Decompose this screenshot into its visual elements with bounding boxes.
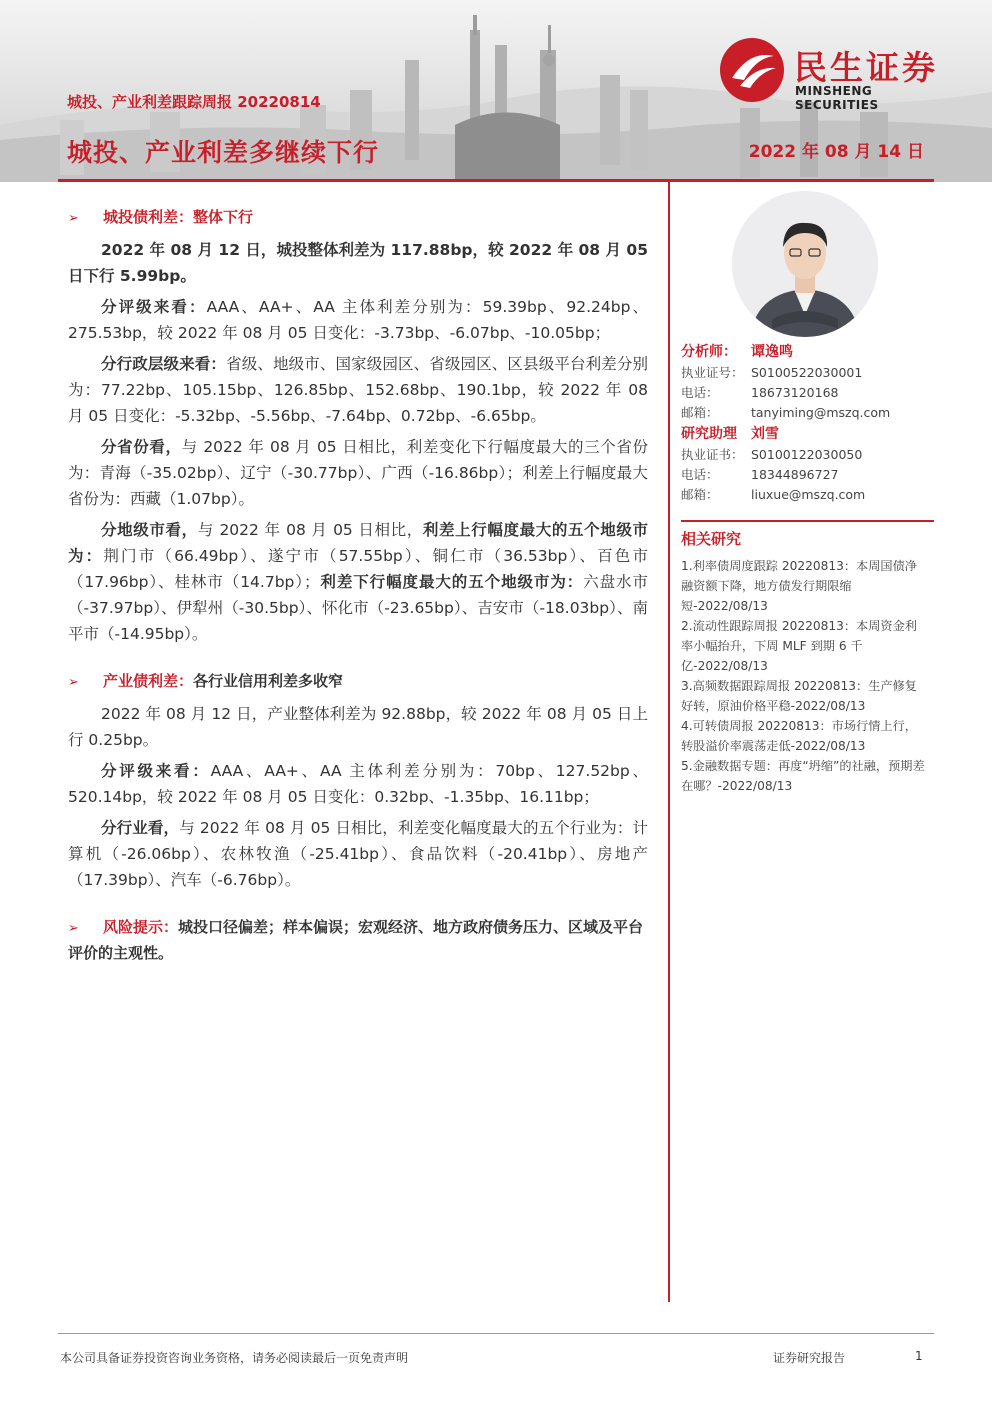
page-number: 1 [915,1349,923,1363]
analyst-row: 分析师： 谭逸鸣 [681,344,793,360]
minsheng-logo-icon [720,38,784,102]
analyst-info [681,341,934,505]
minsheng-logo [720,38,960,112]
related-item[interactable]: 2.流动性跟踪周报 20220813：本周资金利率小幅抬升，下周 MLF 到期 6 千亿-2022/08/13 [681,619,917,673]
section-chengtou [68,205,648,647]
section-industry [68,669,648,893]
main-content [68,205,648,987]
assistant-row: 研究助理 刘雪 [681,426,779,442]
assistant-email: 邮箱： liuxue@mszq.com [681,485,934,505]
paragraph: 2022 年 08 月 12 日，产业整体利差为 92.88bp，较 2022 年 08 月 05 日上行 0.25bp。 [68,705,648,749]
footer-doc-type: 证券研究报告 [773,1351,846,1365]
analyst-photo [732,191,878,337]
header-rule [58,179,934,182]
paragraph: 分行业看，与 2022 年 08 月 05 日相比，利差变化幅度最大的五个行业为：计算机（-26.06bp）、农林牧渔（-25.41bp）、食品饮料（-20.41bp）、房地产（17.39bp）、汽车（-6.76bp）。 [68,819,648,889]
related-item[interactable]: 5.金融数据专题：再度“坍缩”的社融，预期差在哪？-2022/08/13 [681,759,925,793]
report-title: 城投、产业利差多继续下行 [67,138,380,167]
related-item[interactable]: 4.可转债周报 20220813：市场行情上行，转股溢价率震荡走低-2022/08/13 [681,719,917,753]
report-date: 2022 年 08 月 14 日 [748,142,924,162]
paragraph: 分省份看，与 2022 年 08 月 05 日相比，利差变化下行幅度最大的三个省份为：青海（-35.02bp）、辽宁（-30.77bp）、广西（-16.86bp）；利差上行幅度最大省份为：西藏（1.07bp）。 [68,438,648,508]
paragraph: 分评级来看：AAA、AA+、AA 主体利差分别为：59.39bp、92.24bp、275.53bp，较 2022 年 08 月 05 日变化：-3.73bp、-6.07bp、-10.05bp； [68,298,648,342]
assistant-cert: 执业证书： S0100122030050 [681,447,863,462]
arrow-bullet-icon: ➢ [68,675,79,690]
paragraph: 分行政层级来看：省级、地级市、国家级园区、省级园区、区县级平台利差分别为：77.22bp、105.15bp、126.85bp、152.68bp、190.1bp，较 2022 年 08 月 05 日变化：-5.32bp、-5.56bp、-7.64bp、0.72bp、-6.65bp。 [68,355,648,425]
column-divider [668,182,670,1302]
analyst-email-link[interactable]: tanyiming@mszq.com [751,405,891,420]
related-rule [681,520,934,522]
logo-text-cn: 民生证券 [794,48,938,87]
footer-disclaimer: 本公司具备证券投资咨询业务资格，请务必阅读最后一页免责声明 [60,1351,409,1365]
arrow-bullet-icon: ➢ [68,921,79,936]
analyst-tel: 电话： 18673120168 [681,385,839,400]
logo-text-en: MINSHENG SECURITIES [795,84,879,112]
section-heading: ➢ 城投债利差： 整体下行 [68,205,648,231]
arrow-bullet-icon: ➢ [68,211,79,226]
assistant-email-link[interactable]: liuxue@mszq.com [751,487,866,502]
related-item[interactable]: 1.利率债周度跟踪 20220813：本周国债净融资额下降，地方债发行期限缩短-2022/08/13 [681,559,917,613]
section-heading: ➢ 产业债利差： 各行业信用利差多收窄 [68,669,648,695]
paragraph: 2022 年 08 月 12 日，城投整体利差为 117.88bp，较 2022 年 08 月 05 日下行 5.99bp。 [68,241,648,285]
related-research-title: 相关研究 [681,530,742,548]
related-item[interactable]: 3.高频数据跟踪周报 20220813：生产修复好转，原油价格平稳-2022/08/13 [681,679,917,713]
header-banner [0,0,992,182]
related-research-list [681,556,929,796]
assistant-tel: 电话： 18344896727 [681,467,839,482]
risk-warning: ➢ 风险提示：城投口径偏差；样本偏误；宏观经济、地方政府债务压力、区域及平台评价的主观性。 [68,918,644,962]
paragraph: 分地级市看，与 2022 年 08 月 05 日相比，利差上行幅度最大的五个地级市为：荆门市（66.49bp）、遂宁市（57.55bp）、铜仁市（36.53bp）、百色市（17.96bp）、桂林市（14.7bp）；利差下行幅度最大的五个地级市为：六盘水市（-37.97bp）、伊犁州（-30.5bp）、怀化市（-23.65bp）、吉安市（-18.03bp）、南平市（-14.95bp）。 [68,521,648,643]
paragraph: 分评级来看：AAA、AA+、AA 主体利差分别为：70bp、127.52bp、520.14bp，较 2022 年 08 月 05 日变化：0.32bp、-1.35bp、16.11bp； [68,762,648,806]
footer-rule [58,1333,934,1334]
analyst-cert: 执业证号： S0100522030001 [681,365,863,380]
report-series: 城投、产业利差跟踪周报 20220814 [67,93,321,111]
analyst-email: 邮箱： tanyiming@mszq.com [681,403,934,423]
